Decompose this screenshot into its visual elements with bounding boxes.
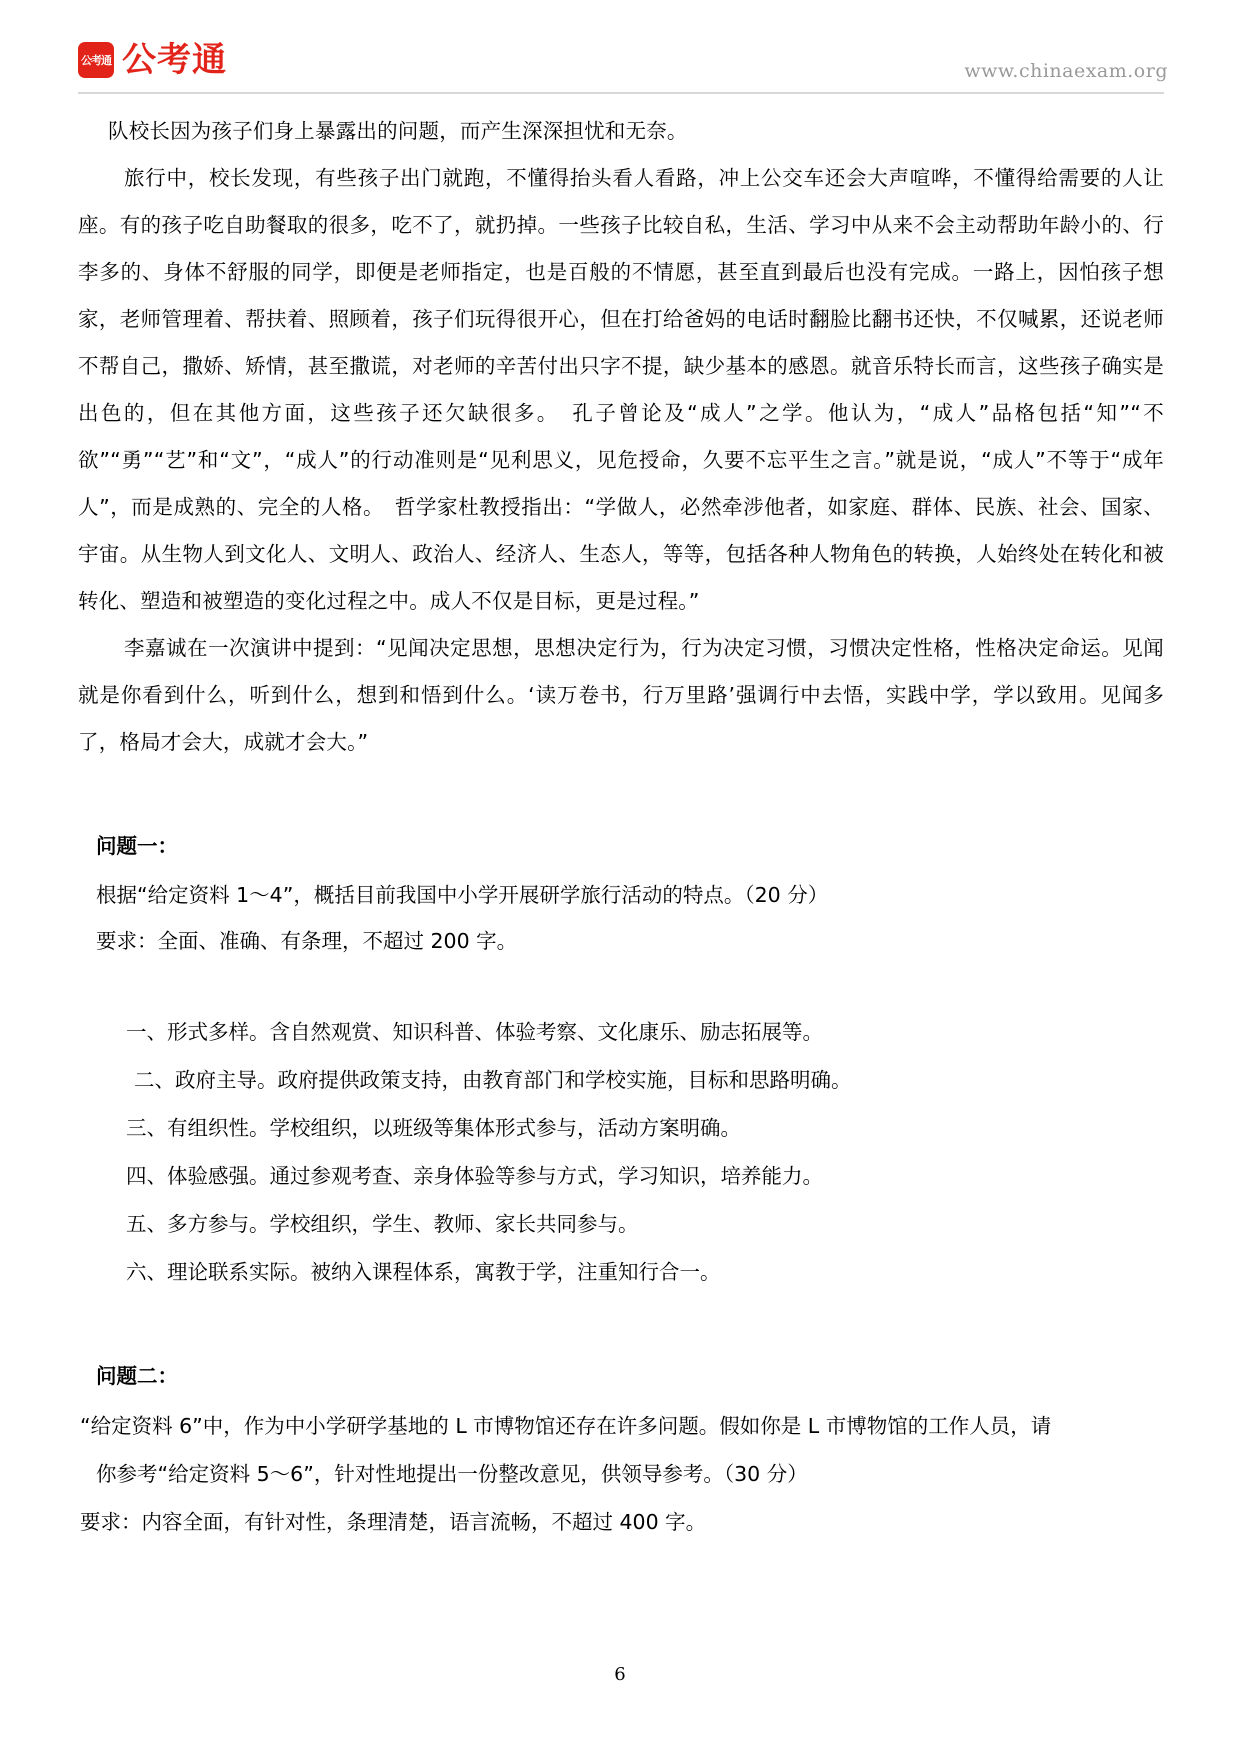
question-two-prompt-line2: 你参考“给定资料 5～6”，针对性地提出一份整改意见，供领导参考。（30 分） [96,1462,808,1486]
answer-item-4: 四、体验感强。通过参观考查、亲身体验等参与方式，学习知识，培养能力。 [126,1164,823,1188]
question-one-heading: 问题一： [96,834,178,858]
page-number: 6 [614,1664,626,1685]
site-url: www.chinaexam.org [964,60,1168,82]
section-spacer-two [78,1296,1164,1356]
header-divider [78,92,1164,94]
logo-badge-icon: 公考通 [78,42,114,78]
question-one-block [78,826,1164,1296]
page-header [0,0,1240,92]
section-spacer [78,766,1164,826]
paragraph-intro: 队校长因为孩子们身上暴露出的问题，而产生深深担忧和无奈。 [108,119,688,143]
paragraph-travel: 旅行中，校长发现，有些孩子出门就跑，不懂得抬头看人看路，冲上公交车还会大声喧哗，不懂得给需要的人让座。有的孩子吃自助餐取的很多，吃不了，就扔掉。一些孩子比较自私，生活、学习中从来不会主动帮助年龄小的、行李多的、身体不舒服的同学，即便是老师指定，也是百般的不情愿，甚至直到最后也没有完成。一路上，因怕孩子想家，老师管理着、帮扶着、照顾着，孩子们玩得很开心，但在打给爸妈的电话时翻脸比翻书还快，不仅喊累，还说老师不帮自己，撒娇、矫情，甚至撒谎，对老师的辛苦付出只字不提，缺少基本的感恩。就音乐特长而言，这些孩子确实是出色的，但在其他方面，这些孩子还欠缺很多。 孔子曾论及“成人”之学。他认为，“成人”品格包括“知”“不欲”“勇”“艺”和“文”，“成人”的行动准则是“见利思义，见危授命，久要不忘平生之言。”就是说，“成人”不等于“成年人”，而是成熟的、完全的人格。 哲学家杜教授指出：“学做人，必然牵涉他者，如家庭、群体、民族、社会、国家、宇宙。从生物人到文化人、文明人、政治人、经济人、生态人，等等，包括各种人物角色的转换，人始终处在转化和被转化、塑造和被塑造的变化过程之中。成人不仅是目标，更是过程。” [78,166,1164,613]
document-content [78,108,1164,1546]
answer-spacer [78,964,1164,1008]
question-two-heading: 问题二： [96,1364,178,1388]
answer-item-5: 五、多方参与。学校组织，学生、教师、家长共同参与。 [126,1212,639,1236]
answer-item-1: 一、形式多样。含自然观赏、知识科普、体验考察、文化康乐、励志拓展等。 [126,1020,823,1044]
logo-wordmark: 公考通 [122,40,227,80]
paragraph-lijiacheng: 李嘉诚在一次演讲中提到：“见闻决定思想，思想决定行为，行为决定习惯，习惯决定性格，性格决定命运。见闻就是你看到什么，听到什么，想到和悟到什么。‘读万卷书，行万里路’强调行中去悟，实践中学，学以致用。见闻多了，格局才会大，成就才会大。” [78,636,1164,754]
question-two-requirement: 要求：内容全面，有针对性，条理清楚，语言流畅，不超过 400 字。 [80,1510,707,1534]
brand-logo[interactable] [78,42,227,78]
question-one-requirement: 要求：全面、准确、有条理，不超过 200 字。 [96,929,518,953]
answer-item-3: 三、有组织性。学校组织，以班级等集体形式参与，活动方案明确。 [126,1116,741,1140]
question-two-block [78,1356,1164,1546]
answer-item-6: 六、理论联系实际。被纳入课程体系，寓教于学，注重知行合一。 [126,1260,721,1284]
question-two-prompt-line1: “给定资料 6”中，作为中小学研学基地的 L 市博物馆还存在许多问题。假如你是 L 市博物馆的工作人员，请 [80,1414,1052,1438]
question-one-prompt: 根据“给定资料 1～4”，概括目前我国中小学开展研学旅行活动的特点。（20 分） [96,883,829,907]
answer-item-2: 二、政府主导。政府提供政策支持，由教育部门和学校实施，目标和思路明确。 [134,1068,852,1092]
